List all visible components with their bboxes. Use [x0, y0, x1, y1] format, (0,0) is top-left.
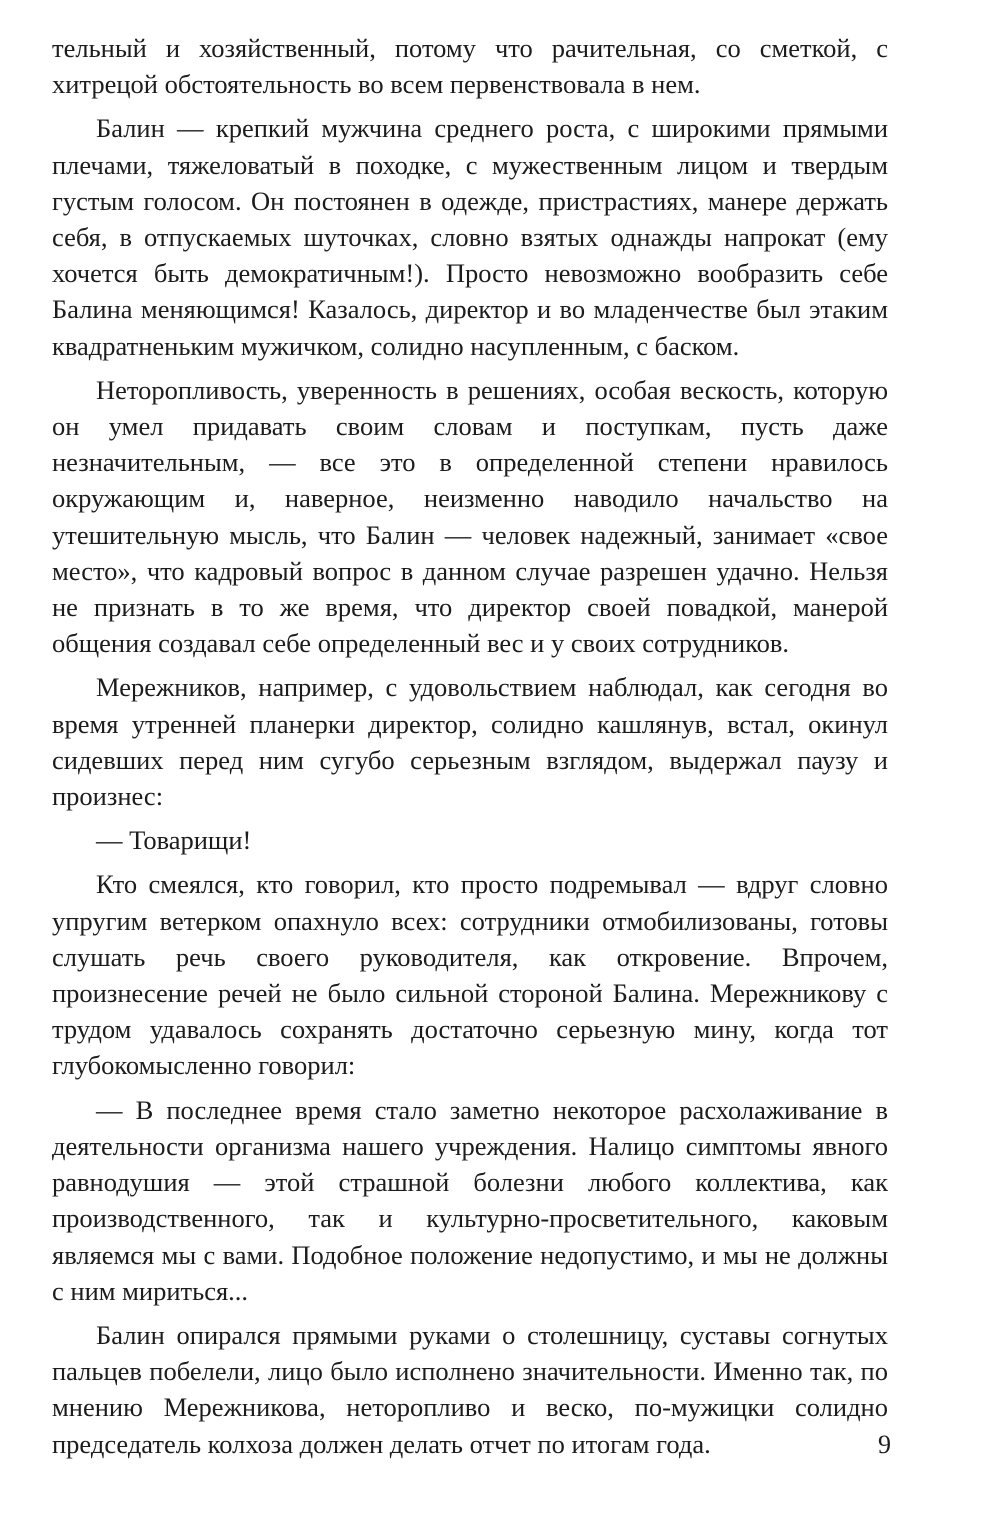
paragraph-2: Балин — крепкий мужчина среднего роста, с широкими прямыми плечами, тяжеловатый в походке, с мужественным лицом и твердым густым голосом. Он постоянен в одежде, пристрастиях, манере держать себя, в отпускаемых шуточках, словно взятых однажды напрокат (ему хочется быть демократичным!). Просто невозможно вообразить себе Балина меняющимся! Казалось, директор и во младенчестве был этаким квадратненьким мужичком, солидно насупленным, с баском. — [52, 113, 888, 361]
paragraph-7: — В последнее время стало заметно некоторое расхолаживание в деятельности организма нашего учреждения. Налицо симптомы явного равнодушия — этой страшной болезни любого коллектива, как производственного, так и культурно-просветительного, каковым являемся мы с вами. Подобное положение недопустимо, и мы не должны с ним мириться... — [52, 1094, 888, 1306]
page-text — [52, 30, 888, 1470]
paragraph-1: тельный и хозяйственный, потому что рачительная, со сметкой, с хитрецой обстоятельность во всем первенствовала в нем. — [52, 33, 888, 100]
page-number: 9 — [878, 1430, 891, 1459]
paragraph-8: Балин опирался прямыми руками о столешницу, суставы согнутых пальцев побелели, лицо было исполнено значительности. Именно так, по мнению Мережникова, неторопливо и веско, по-мужицки солидно председатель колхоза должен делать отчет по итогам года. — [52, 1319, 888, 1459]
paragraph-4: Мережников, например, с удовольствием наблюдал, как сегодня во время утренней планерки директор, солидно кашлянув, встал, окинул сидевших перед ним сугубо серьезным взглядом, выдержал паузу и произнес: — [52, 672, 888, 812]
paragraph-5: — Товарищи! — [96, 825, 252, 856]
paragraph-6: Кто смеялся, кто говорил, кто просто подремывал — вдруг словно упругим ветерком опахнуло всех: сотрудники отмобилизованы, готовы слушать речь своего руководителя, как откровение. Впрочем, произнесение речей не было сильной стороной Балина. Мережникову с трудом удавалось сохранять достаточно серьезную мину, когда тот глубокомысленно говорил: — [52, 869, 888, 1081]
paragraph-3: Неторопливость, уверенность в решениях, особая вескость, которую он умел придавать своим словам и поступкам, пусть даже незначительным, — все это в определенной степени нравилось окружающим и, наверное, неизменно наводило начальство на утешительную мысль, что Балин — человек надежный, занимает «свое место», что кадровый вопрос в данном случае разрешен удачно. Нельзя не признать в то же время, что директор своей повадкой, манерой общения создавал себе определенный вес и у своих сотрудников. — [52, 374, 888, 659]
